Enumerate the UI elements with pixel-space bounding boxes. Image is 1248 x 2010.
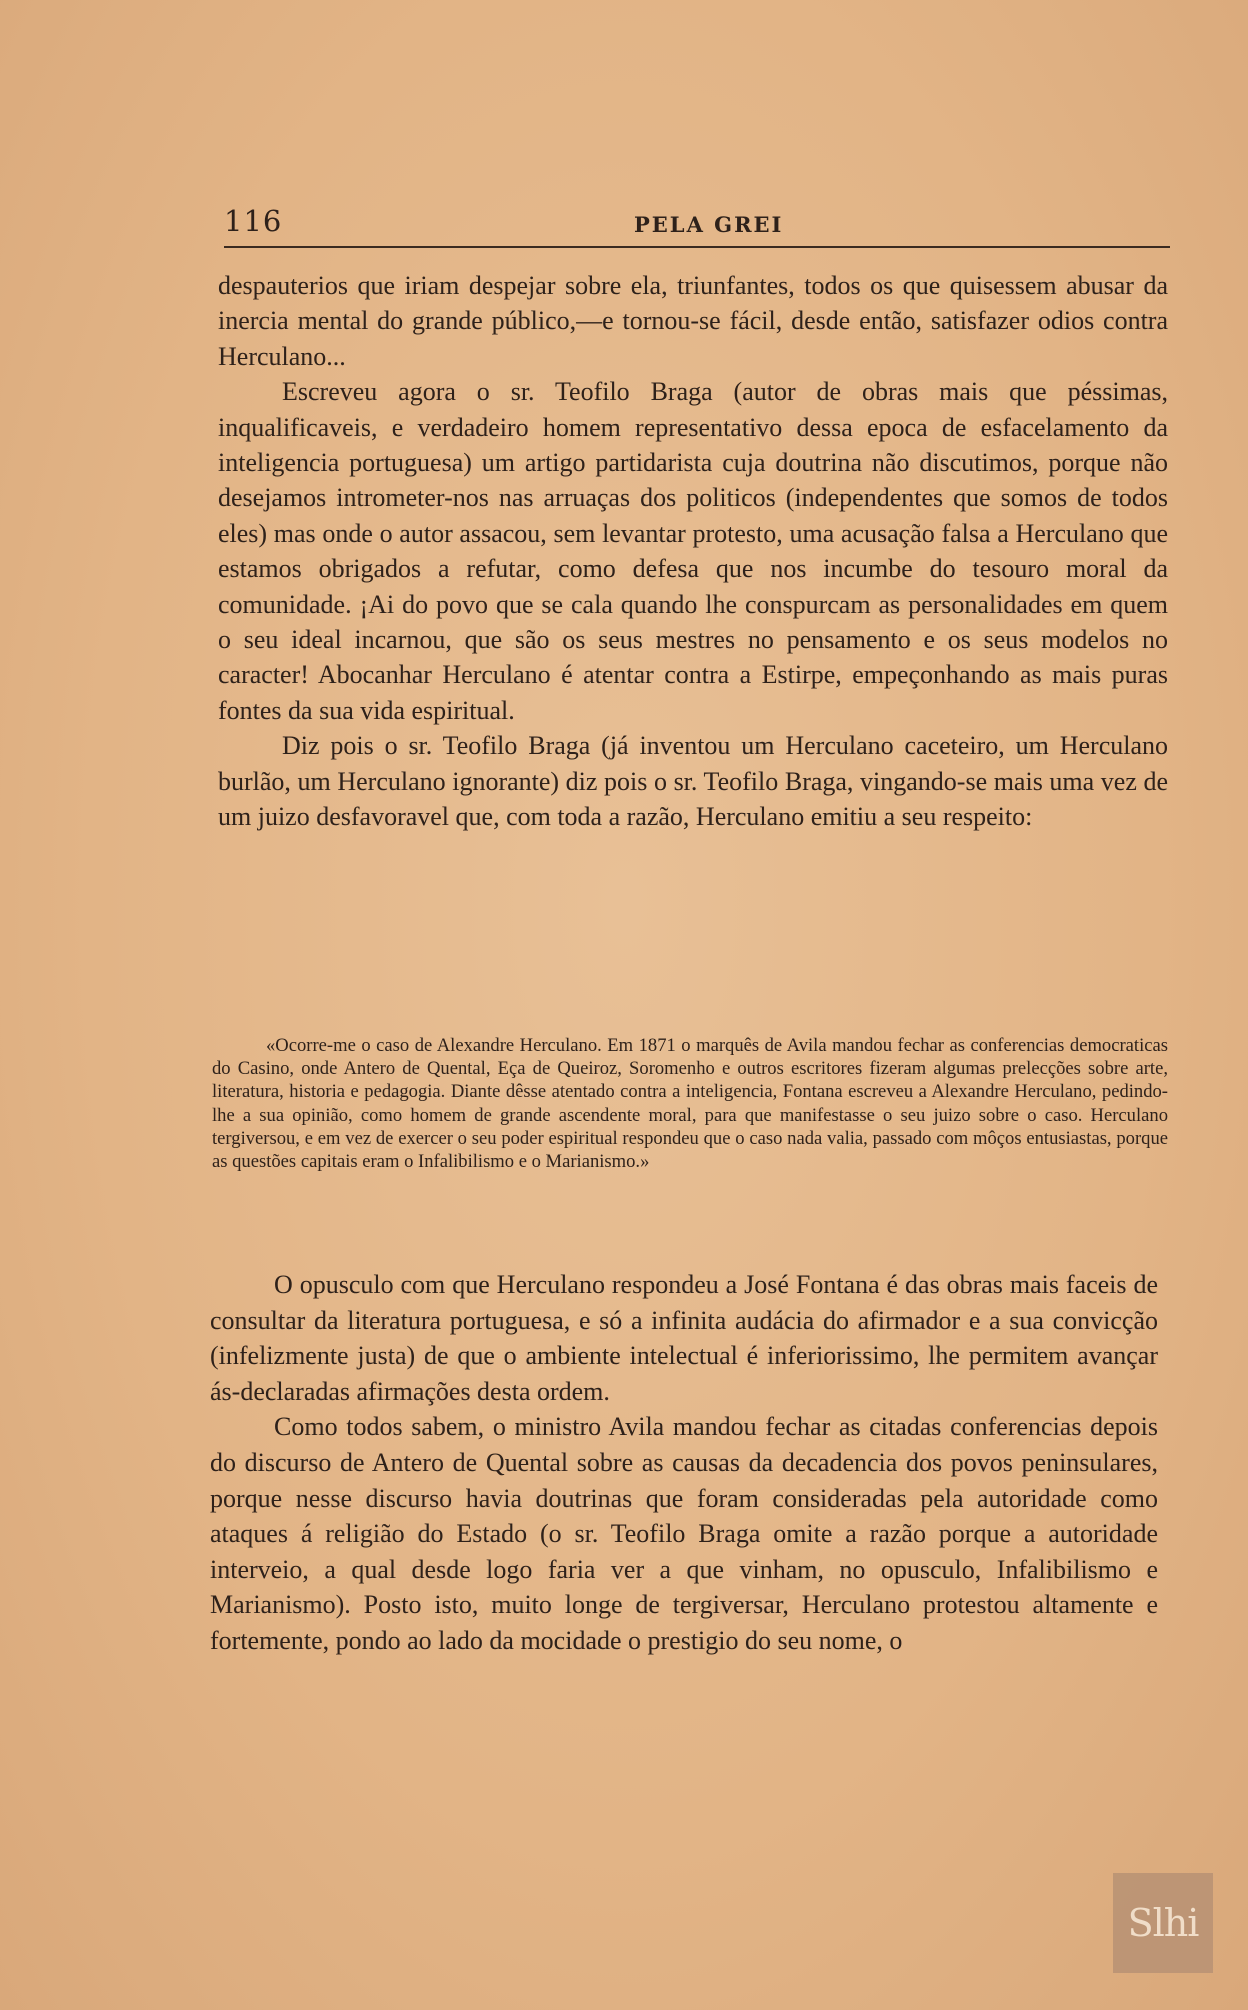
library-logo [1113, 1873, 1213, 1973]
main-text-block [218, 268, 1168, 835]
page-header [224, 200, 1170, 248]
paragraph: Como todos sabem, o ministro Avila mandou fechar as citadas conferencias depois do discurso de Antero de Quental sobre as causas da decadencia dos povos peninsulares, porque nesse discurso havia doutrinas que foram consideradas pela autoridade como ataques á religião do Estado (o sr. Teofilo Braga omite a razão porque a autoridade interveio, a qual desde logo faria ver a que vinham, no opusculo, Infalibilismo e Marianismo). Posto isto, muito longe de tergiversar, Herculano protestou altamente e fortemente, pondo ao lado da mocidade o prestigio do seu nome, o [210, 1412, 1158, 1655]
quote-text: «Ocorre-me o caso de Alexandre Herculano. Em 1871 o marquês de Avila mandou fechar as conferencias democraticas do Casino, onde Antero de Quental, Eça de Queiroz, Soromenho e outros escritores fizeram algumas prelecções sobre arte, literatura, historia e pedagogia. Diante dêsse atentado contra a inteligencia, Fontana escreveu a Alexandre Herculano, pedindo-lhe a sua opinião, como homem de grande ascendente moral, para que manifestasse o seu juizo sobre o caso. Herculano tergiversou, e em vez de exercer o seu poder espiritual respondeu que o caso nada valia, passado com môços entusiastas, porque as questões capitais eram o Infalibilismo e o Marianismo.» [212, 1035, 1168, 1173]
paragraph: Escreveu agora o sr. Teofilo Braga (autor de obras mais que péssimas, inqualificaveis, e verdadeiro homem representativo dessa epoca de esfacelamento da inteligencia portuguesa) um artigo partidarista cuja doutrina não discutimos, porque não desejamos intrometer-nos nas arruaças dos politicos (independentes que somos de todos eles) mas onde o autor assacou, sem levantar protesto, uma acusação falsa a Herculano que estamos obrigados a refutar, como defesa que nos incumbe do tesouro moral da comunidade. ¡Ai do povo que se cala quando lhe conspurcam as personalidades em quem o seu ideal incarnou, que são os seus mestres no pensamento e os seus modelos no caracter! Abocanhar Herculano é atentar contra a Estirpe, empeçonhando as mais puras fontes da sua vida espiritual. [218, 377, 1168, 725]
page-number: 116 [224, 204, 283, 238]
quoted-excerpt [212, 1034, 1168, 1173]
running-title: PELA GREI [634, 212, 784, 237]
paragraph: Diz pois o sr. Teofilo Braga (já inventou um Herculano caceteiro, um Herculano burlão, um Herculano ignorante) diz pois o sr. Teofilo Braga, vingando-se mais uma vez de um juizo desfavoravel que, com toda a razão, Herculano emitiu a seu respeito: [218, 731, 1168, 832]
main-text-block-2 [210, 1267, 1158, 1659]
paragraph: O opusculo com que Herculano respondeu a José Fontana é das obras mais faceis de consultar da literatura portuguesa, e só a infinita audácia do afirmador e a sua convicção (infelizmente justa) de que o ambiente intelectual é inferiorissimo, lhe permitem avançar ás-declaradas afirmações desta ordem. [210, 1270, 1158, 1406]
paragraph-continuation: despauterios que iriam despejar sobre ela, triunfantes, todos os que quisessem abusar da inercia mental do grande público,—e tornou-se fácil, desde então, satisfazer odios contra Herculano... [218, 271, 1168, 371]
logo-text: Slhi [1127, 1901, 1199, 1945]
